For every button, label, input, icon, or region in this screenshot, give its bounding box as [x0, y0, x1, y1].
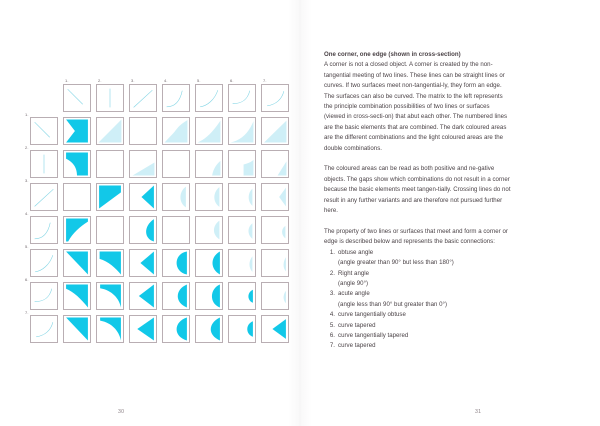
matrix-cell: [261, 249, 289, 277]
section-heading: One corner, one edge (shown in cross-section): [324, 51, 461, 58]
connection-number: 5.: [329, 321, 335, 329]
matrix-cell: [261, 117, 289, 145]
matrix-cell: [261, 183, 289, 211]
right-page: [300, 0, 600, 426]
matrix-cell: [228, 150, 256, 178]
connection-number: 3.: [329, 290, 335, 298]
matrix-cell: [129, 315, 157, 343]
connection-label: curve tapered: [338, 342, 376, 350]
matrix-cell: [228, 183, 256, 211]
matrix-cell: [195, 315, 223, 343]
matrix-cell: [63, 282, 91, 310]
matrix-cell: [96, 183, 124, 211]
matrix-cell: [195, 282, 223, 310]
matrix-cell: [162, 315, 190, 343]
combination-matrix: [25, 78, 289, 343]
matrix-cell: [96, 315, 124, 343]
connection-number: 6.: [329, 331, 335, 339]
matrix-cell: [63, 249, 91, 277]
header-number: 7.: [25, 310, 29, 315]
matrix-cell: [63, 216, 91, 244]
matrix-cell: [63, 315, 91, 343]
header-number: 3.: [25, 178, 29, 183]
matrix-cell: [96, 150, 124, 178]
header-number: 1.: [25, 112, 29, 117]
matrix-origin-blank: [30, 84, 58, 112]
matrix-cell: [129, 216, 157, 244]
connection-item: [329, 341, 512, 351]
matrix-cell: [129, 249, 157, 277]
matrix-cell: [195, 216, 223, 244]
matrix-cell: [162, 150, 190, 178]
matrix-cell: [228, 315, 256, 343]
matrix-cell: [261, 216, 289, 244]
connection-item: [329, 321, 512, 331]
connection-label: Right angle: [338, 269, 370, 277]
matrix-column-header: [129, 78, 157, 112]
matrix-column-header: [195, 78, 223, 112]
matrix-cell: [96, 216, 124, 244]
matrix-row-header: [25, 178, 58, 211]
matrix-cell: [96, 117, 124, 145]
connection-item: [329, 331, 512, 341]
matrix-row-header: [25, 244, 58, 277]
matrix-cell: [162, 117, 190, 145]
folio-left: 30: [118, 409, 125, 415]
connection-number: 4.: [329, 311, 335, 319]
matrix-cell: [195, 183, 223, 211]
matrix-row-header: [25, 211, 58, 244]
matrix-cell: [162, 216, 190, 244]
matrix-column-header: [261, 78, 289, 112]
paragraph-2: The coloured areas can be read as both positive and ne-gative objects. The gaps show which combinations do not result in a corner because the basic elements meet tangen-tially. Crossing lines do not result in any further variants and are therefore not pursued further here.: [324, 165, 511, 215]
matrix-cell: [63, 117, 91, 145]
connection-label: curve tangentially obtuse: [338, 311, 406, 319]
matrix-cell: [261, 150, 289, 178]
connection-sublabel: (angle less than 90° but greater than 0°): [338, 300, 448, 308]
paragraph-spacer: [324, 154, 512, 164]
matrix-cell: [261, 282, 289, 310]
header-number: 5.: [197, 78, 201, 83]
matrix-cell: [228, 282, 256, 310]
matrix-cell: [129, 282, 157, 310]
matrix-cell: [96, 249, 124, 277]
matrix-cell: [96, 282, 124, 310]
connection-label: obtuse angle: [338, 248, 374, 256]
connection-sublabel: (angle 90°): [338, 279, 369, 287]
matrix-cell: [63, 183, 91, 211]
matrix-cell: [228, 249, 256, 277]
matrix-cell: [195, 150, 223, 178]
matrix-cell: [129, 117, 157, 145]
connection-label: curve tapered: [338, 321, 376, 329]
connection-label: acute angle: [338, 290, 370, 298]
header-number: 6.: [230, 78, 234, 83]
matrix-row-header: [25, 310, 58, 343]
matrix-cell: [261, 315, 289, 343]
matrix-cell: [63, 150, 91, 178]
header-number: 3.: [131, 78, 135, 83]
connection-item: [329, 269, 512, 290]
matrix-cell: [195, 249, 223, 277]
matrix-column-header: [162, 78, 190, 112]
matrix-cell: [228, 216, 256, 244]
matrix-cell: [162, 183, 190, 211]
header-number: 6.: [25, 277, 29, 282]
matrix-cell: [129, 150, 157, 178]
connection-sublabel: (angle greater than 90° but less than 180°): [338, 259, 454, 267]
header-number: 1.: [65, 78, 69, 83]
connection-item: [329, 310, 512, 320]
matrix-cell: [195, 117, 223, 145]
header-number: 7.: [263, 78, 267, 83]
matrix-row-header: [25, 277, 58, 310]
connection-number: 7.: [329, 342, 335, 350]
connections-list: [324, 248, 512, 352]
matrix-row-header: [25, 112, 58, 145]
matrix-column-header: [228, 78, 256, 112]
connection-item: [329, 248, 512, 269]
connection-number: 1.: [329, 248, 335, 256]
paragraph-spacer: [324, 216, 512, 226]
connection-item: [329, 289, 512, 310]
matrix-cell: [129, 183, 157, 211]
folio-right: 31: [475, 409, 482, 415]
matrix-column-header: [96, 78, 124, 112]
connection-label: curve tangentially tapered: [338, 331, 409, 339]
matrix-column-header: [63, 78, 91, 112]
body-text-column: [324, 50, 512, 352]
paragraph-3: The property of two lines or surfaces that meet and form a corner or edge is described below and represents the basic connections:: [324, 227, 508, 246]
header-number: 4.: [25, 211, 29, 216]
connection-number: 2.: [329, 269, 335, 277]
matrix-row-header: [25, 145, 58, 178]
matrix-cell: [162, 249, 190, 277]
header-number: 4.: [164, 78, 168, 83]
matrix-cell: [228, 117, 256, 145]
header-number: 2.: [98, 78, 102, 83]
header-number: 2.: [25, 145, 29, 150]
matrix-cell: [162, 282, 190, 310]
paragraph-1: A corner is not a closed object. A corner is created by the non-tangential meeting of two lines. These lines can be straight lines or curves. If two surfaces meet non-tangential-ly, they form an edge. The surfaces can also be curved. The matrix to the left represents the principle combination possibilities of two lines or surfaces (viewed in cross-secti-on) that abut each other. The numbered lines are the basic elements that are combined. The dark coloured areas are the different combinations and the light coloured areas are the double combinations.: [324, 61, 508, 152]
header-number: 5.: [25, 244, 29, 249]
